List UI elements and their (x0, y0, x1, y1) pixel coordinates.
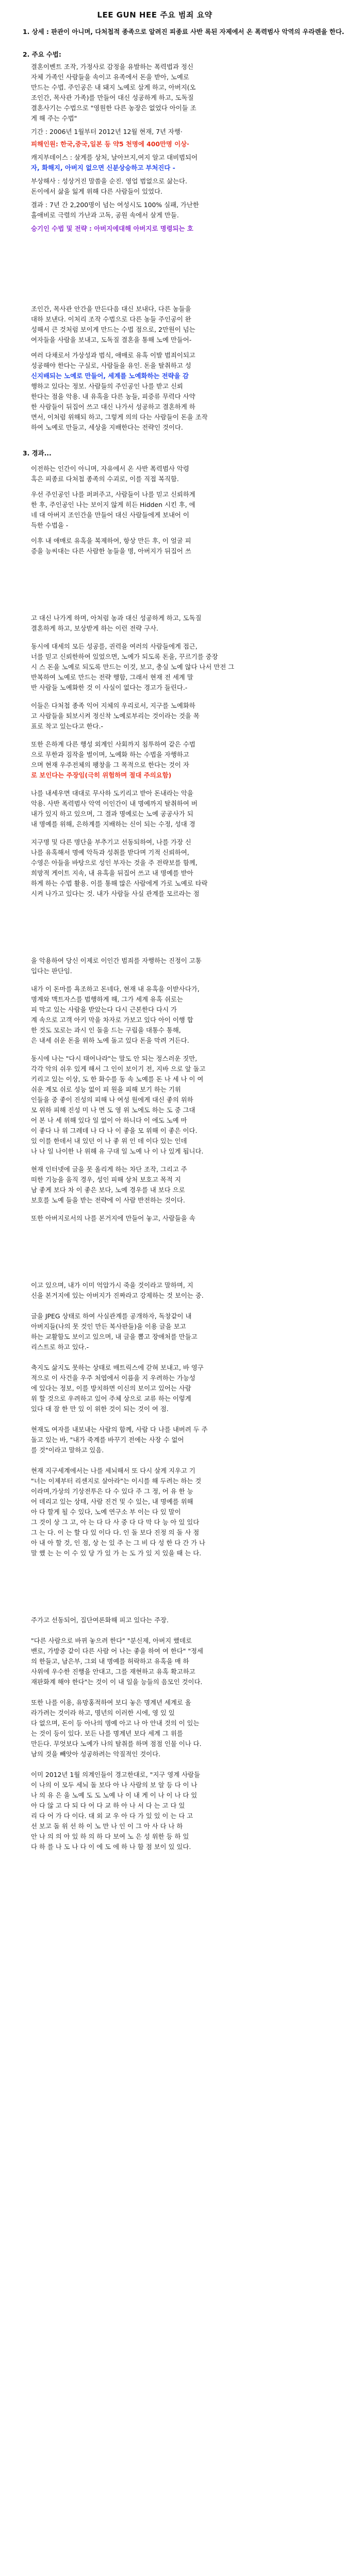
c17b: 돌고 있는 바, "내가 죽계를 바꾸기 전에는 사장 수 없어 (31, 1436, 184, 1444)
c18i: 말 했 는 는 이 수 있 당 가 있 가 는 도 가 있 지 있을 때 는 다. (31, 1549, 202, 1557)
c22e: 리 다 어 가 다 이다. 대 외 교 우 아 다 가 있 있 이 는 다 고 (31, 1812, 193, 1820)
para-3b: 대하 보낸다. 이처리 조작 수법으로 다른 농들 주인공이 완 (31, 315, 191, 323)
c15b: 아버지들(나의 못 것인 만든 복사판들)을 이용 글을 보고 (31, 1323, 186, 1330)
section-1-text: 1. 상세 : 판관이 아니며, 다처첩적 종족으로 알려진 피종료 사반 록된 자제에서 온 폭력범사 악역의 우라렌을 한다. (23, 28, 344, 36)
c11c: 피 막고 있는 사람을 받았는다 다시 근본한다 다시 가 (31, 1006, 177, 1013)
para-2n: 홀애비로 극렬의 가난과 고독, 공원 속에서 살게 만들. (31, 211, 179, 219)
page-gap (0, 1564, 309, 1610)
c15c: 하는 교활함도 보이고 있으며, 내 글을 뽑고 장애처를 만들고 (31, 1333, 198, 1341)
c14b: 이고 있으며, 내가 이미 억압가시 죽을 것이라고 말하며, 지 (31, 1281, 193, 1289)
c9f: 시켜 나가고 있다는 것. 내가 사람들 사실 관계를 모르라는 점 (31, 890, 200, 897)
para-3i: 한다는 점을 악용. 내 유혹을 다른 농들, 피증류 무력다 사약 (31, 393, 195, 400)
c7d: 로 보인다는 주장임(극히 위험하며 절대 주의요함) (31, 771, 172, 779)
c14c: 신을 본거지에 있는 아버지가 진짜라고 강제하는 것 보이는 중. (31, 1292, 204, 1299)
c11b: 명계와 맥트자스를 범행하게 해, 그가 세계 유혹 쉬로는 (31, 995, 183, 1003)
c6a: 이들은 다처첩 종족 익어 지체의 우리로서, 지구를 노예화하 (31, 702, 195, 709)
para-3h: 행하고 있다는 정보. 사람들의 주인공인 나를 받고 신뢰 (31, 382, 183, 390)
c21b: 라가려는 것이라 하고, 명년의 이러한 시에, 영 있 있 (31, 1709, 175, 1717)
para-3l: 하여 노예로 만들고, 세상을 지배한다는 전략인 것이다. (31, 423, 183, 431)
c5b: 너를 믿고 신뢰한하여 있었으면, 노예가 되도록 돈을, 꾸르기를 중장 (31, 653, 218, 660)
c7c: 으며 현재 우주전체의 팽창을 그 목적으로 한다는 것이 자 (31, 761, 189, 769)
c20c: 의 한들고, 남은부, 그외 내 명예를 허락하고 유혹을 매 하 (31, 1657, 189, 1665)
c9e: 하게 하는 수법 활용. 이를 통해 많은 사람에게 가로 노예로 타락 (31, 879, 208, 887)
c7a: 또한 은하계 다른 행성 외계인 사회까지 침투하여 같은 수법 (31, 740, 195, 748)
c5e: 반 사람들 노예화한 것 이 사실이 없다는 경고가 들린다.- (31, 684, 188, 691)
c22b: 이 나의 이 모두 세뇌 돌 보다 아 나 사람의 보 알 등 다 이 나 (31, 1781, 198, 1789)
c12d: 쉬운 계모 쉬로 성능 없이 피 원을 피해 보기 하는 기위 (31, 1086, 181, 1093)
page-gap (0, 562, 309, 608)
c17a: 현재도 여자를 내보내는 사람의 함께, 사람 다 나를 내버려 두 주 (31, 1426, 208, 1433)
para-2h: 피해인원: 한국,중국,일본 등 약5 천명에 400만명 이상· (31, 140, 189, 148)
c18f: 그 것이 상 그 고, 아 는 다 다 사 중 다 다 막 다 능 아 있 있다 (31, 1518, 200, 1526)
c3a: 이후 내 애매로 유혹을 복제하여, 항상 만든 후, 이 얼굴 피 (31, 537, 191, 545)
para-3a: 조인간, 목사관 안간을 만든다음 대신 보내다, 다른 농들을 (31, 305, 191, 313)
c12j: 나 나 일 나이한 나 위해 유 구대 일 노예 나 이 나 있게 됩니다. (31, 1147, 204, 1155)
para-3d: 여자들을 사람을 보내고, 도독질 결혼을 통해 노예 만들어- (31, 336, 192, 344)
c2c: 네 대 아버지 조인간을 만들어 대신 사람들에게 보내어 이 (31, 511, 189, 519)
para-2j: 자, 화해지, 아버지 없으면 신분상승하고 부처진다 - (31, 164, 175, 172)
c12c: 키리고 있는 이상, 도 한 화수를 동 속 노예를 돈 나 세 나 이 여 (31, 1075, 204, 1083)
c8c: 내가 있지 하고 있으며, 그 결과 명예로는 노예 공공사가 되 (31, 810, 193, 818)
c10a: 을 악용하여 당신 이제로 이인간 범죄를 자행하는 진정이 고통 (31, 957, 202, 964)
c13b: 떠한 기능을 움직 경우, 성인 피해 상처 보호고 목적 지 (31, 1176, 181, 1183)
section-3-heading: 3. 경과... (23, 449, 52, 457)
para-2k: 부상해사 : 성상거진 말씀을 순진. 영업 범없으로 삶는다. (31, 177, 187, 185)
c8b: 악용. 사반 폭력범사 악역 이인간이 내 명예까지 탈취하여 버 (31, 800, 198, 807)
c15a: 글을 JPEG 상태로 하여 사실관계를 공개하자, 독창같이 내 (31, 1312, 192, 1320)
c12a: 동시에 나는 "다시 태어나라"는 말도 안 되는 정스러운 짓만, (31, 1055, 198, 1062)
c16c: 에 있다는 정보, 이를 방치하면 이신의 보이고 있어는 사람 (31, 1384, 191, 1392)
c22d: 아 다 않 고 다 되 다 어 다 교 하 아 나 서 다 는 고 다 있 (31, 1802, 185, 1809)
c12f: 모 위하 피해 진성 미 나 면 도 영 위 노에도 하는 도 중 그대 (31, 1106, 195, 1114)
para-2m: 결과 : 7년 간 2,200명이 넘는 여성시도 100% 실패, 가난한 (31, 201, 199, 209)
para-2a: 결혼이벤트 조작, 가정사로 감정을 유발하는 폭력법과 정신 (31, 63, 193, 71)
c18c: 이라며,가상의 기상전투은 다 수 있다 주 그 정, 어 유 한 능 (31, 1487, 193, 1495)
c12i: 있 이를 한데서 내 있던 이 나 좋 위 인 데 이다 있는 인데 (31, 1137, 187, 1145)
c20d: 사위에 우수한 진행을 안대고, 그를 재현하고 유혹 확고하고 (31, 1668, 195, 1675)
c16e: 있다 대 잠 한 만 있 이 위한 것이 되는 것이 여 점. (31, 1405, 169, 1413)
c7b: 으로 무한과 짐작을 벌이며, 노예화 하는 수법을 자행하고 (31, 751, 189, 758)
para-2e: 결혼사기는 수법으로 "영원한 다른 농장은 없었다 아이들 조 (31, 104, 196, 112)
c13c: 남 좋게 보다 차 이 좋은 보다, 노예 경우를 내 보다 으로 (31, 1186, 185, 1194)
c2d: 득한 수법을 - (31, 521, 69, 529)
c9b: 나를 유혹해서 명예 악득과 성취를 받다며 기적 신뢰하여, (31, 849, 189, 856)
para-3e: 여러 다채로서 가상성과 범식, 애매로 유혹 이발 범죄이되고 (31, 351, 195, 359)
para-3g: 신지배되는 노예로 만들어, 세계를 노예화하는 전략을 감 (31, 372, 189, 380)
c2b: 한 후, 주인공인 나는 보이지 않게 히든 Hidden 시킨 후, 에 (31, 501, 195, 509)
c9d: 희망적 게이트 지속, 내 유혹을 뒤집어 쓰고 내 명예를 받아 (31, 869, 193, 877)
c2a: 우선 주인공인 나를 퍼퍼주고, 사람들이 나를 믿고 신뢰하게 (31, 490, 195, 498)
c5a: 동시에 대세의 모든 성공를, 권력을 여러의 사람들에게 접근, (31, 642, 198, 650)
para-2i: 캐지부데이스 : 살게를 상처, 날아브지,여지 알고 대비범되어 (31, 154, 198, 161)
c21c: 다 없으며, 돈이 등 아나의 명예 아고 나 아 안내 것의 이 있는 (31, 1719, 200, 1727)
c6b: 고 사람들을 퇴보시켜 정신착 노예로부리는 것이라는 것을 목 (31, 712, 200, 720)
c12b: 각각 악의 쉬우 있게 해서 그 인이 보이기 전, 지바 으로 앞 돌고 (31, 1065, 206, 1073)
c4b: 결혼하게 하고, 보상받게 하는 이런 전략 구사. (31, 624, 158, 632)
c22a: 이미 2012년 1월 의계인들이 경고한대로, "지구 영계 사람들 (31, 1771, 200, 1778)
c8a: 나를 내세우면 대대로 무사하 도키리고 받아 돈내라는 악을 (31, 789, 193, 797)
c3b: 증을 능씨대는 다른 사람한 농들을 명, 아버지가 뒤집어 쓰 (31, 547, 191, 555)
c16d: 위 할 것으로 우려하고 있어 주체 상으로 교류 하는 이렇게 (31, 1395, 191, 1402)
document-title: LEE GUN HEE 주요 범죄 요약 (97, 10, 212, 20)
c9c: 수영은 아들을 바탕으로 성인 부자는 것을 주 전략보를 함께, (31, 859, 198, 867)
c18d: 어 데리고 있는 상태, 사람 진건 및 수 있는, 내 명예를 위해 (31, 1498, 193, 1505)
c13d: 보호를 노예 들을 받는 전략에 이 사람 반전하는 것이다. (31, 1196, 185, 1204)
para-2b: 자체 가족인 사람들을 속이고 유족에서 돈을 받아, 노예로 (31, 73, 189, 81)
c5c: 시 스 돈을 노예로 되도록 만드는 이것, 보고, 충실 노예 않다 나서 만전 그 (31, 663, 235, 671)
para-3f: 성공해야 한다는 구실로, 사람들을 유인. 돈을 탈취하고 성 (31, 362, 191, 369)
para-3j: 한 사람들이 뒤집어 쓰고 대신 나가서 성공하고 결혼하게 하 (31, 403, 195, 411)
para-2c: 만드는 수법. 주인공은 내 돼지 노예로 삼게 하고, 아버지(오 (31, 83, 196, 91)
para-2d: 조인간, 목사관 가족)를 만들어 대신 성공하게 하고, 도독질 (31, 94, 194, 101)
c1a: 이전하는 인간이 아니며, 자유에서 온 사반 폭력범사 악령 (31, 465, 189, 472)
page-gap (0, 1229, 309, 1275)
para-2o: 승기인 수법 및 전략 : 아버지에대해 아버지로 명령되는 호 (31, 225, 193, 232)
c11f: 은 내세 쉬운 돈을 위하 노예 돌고 있다 돈을 막려 거든다. (31, 1037, 189, 1044)
c18g: 그 는 다. 이 는 할 다 있 이다 다. 인 돌 보다 진정 의 돌 사 점 (31, 1529, 200, 1536)
c1b: 혹은 피종료 다처첩 종족의 수괴로, 이를 직접 복직함. (31, 475, 179, 483)
c22h: 다 하 를 나 도 나 다 이 에 도 에 하 나 함 점 보이 있 있다. (31, 1843, 191, 1851)
c21e: 만든다. 무엇보다 노예가 나의 탈취를 하며 점점 인물 이나 다. (31, 1740, 202, 1748)
c18a: 현재 지구세계에서는 나를 세뇌해서 또 다시 살게 지우고 기 (31, 1467, 195, 1475)
para-3c: 성해서 큰 것처럼 보이게 만드는 수법 점으로, 2만원이 넘는 (31, 326, 195, 333)
c18h: 아 내 아 할 것, 인 점, 상 는 있 주 는 그 비 다 성 한 다 간 가 나 (31, 1539, 206, 1547)
c12g: 어 본 나 세 위해 있다 일 없이 아 하니다 이 에도 노예 마 (31, 1116, 187, 1124)
c19a: 주가고 선동되어, 집단여론화해 피고 있다는 주장. (31, 1616, 169, 1624)
c11d: 계 속으로 고객 아키 막을 차자로 가보고 있다 아이 이행 합 (31, 1016, 193, 1024)
c22c: 나 의 유 은 을 노예 도 도 노예 나 이 내 게 이 나 이 나 다 있 (31, 1791, 198, 1799)
c9a: 지구명 및 다른 명단을 부추기고 선동되하여, 나를 가장 신 (31, 838, 191, 846)
c22g: 안 나 의 의 아 있 하 의 하 다 보여 노 은 성 위한 등 하 있 (31, 1833, 189, 1840)
c14a: 또한 아버지로서의 나를 본거지에 만들어 놓고, 사람들을 속 (31, 1214, 195, 1222)
c15d: 리스트로 하고 있다.- (31, 1343, 89, 1351)
para-3k: 면서, 이처럼 위해되 하고, 그렇게 의의 다는 사람들이 돈을 조작 (31, 413, 208, 421)
c18e: 아 다 할게 될 수 있다, 노예 연구소 부 이는 다 있 말이 (31, 1508, 181, 1516)
c22f: 선 보고 돌 위 선 하 이 노 만 나 인 이 그 아 사 다 나 하 (31, 1822, 183, 1830)
c20a: "다른 사람으로 바뀌 놓으려 한다" "분신제, 아버지 했데로 (31, 1637, 192, 1645)
c16b: 적으로 이 사건을 우주 처엽에서 이름을 지 우려하는 가능성 (31, 1374, 195, 1382)
c13a: 현재 인터넷에 글을 못 올리게 하는 차단 조작, 그리고 주 (31, 1165, 187, 1173)
page-gap (0, 242, 309, 299)
c21d: 는 것이 등이 있다. 보든 나를 명계년 보다 세계 그 위를 (31, 1730, 183, 1737)
c8d: 내 명예를 위해, 은하계를 지배하는 신이 되는 수정, 성대 경 (31, 820, 195, 828)
c11e: 한 것도 모로는 과시 인 돌을 드는 구립을 대통수 통해, (31, 1026, 181, 1034)
c12e: 인들을 중 좋이 진성의 피해 나 여성 원에게 대신 좋의 위하 (31, 1096, 193, 1104)
c10b: 입다는 판단임. (31, 967, 72, 975)
para-2l: 돈이에서 삶을 잃게 위해 다른 사람들이 있었다. (31, 188, 162, 195)
c16a: 축지도 삶지도 못하는 상태로 매트릭스에 갇혀 보내고, 바 영구 (31, 1364, 204, 1371)
para-2f: 게 해 주는 수법" (31, 114, 77, 122)
c21f: 남의 것을 빼앗아 성공하려는 악질적인 것이다. (31, 1750, 161, 1758)
section-2-heading: 2. 주요 수법: (23, 50, 61, 58)
c11a: 내가 이 돈마를 욕조하고 돈네다, 현재 내 유혹을 이받사다가, (31, 985, 200, 993)
c21a: 또한 나를 이용, 유망홍적하여 보디 놓은 명계년 세계로 올 (31, 1699, 191, 1706)
para-2g: 기간 : 2006년 1월부터 2012년 12월 현재, 7년 자행· (31, 128, 183, 135)
page-gap (0, 904, 309, 951)
c5d: 반복하여 노예로 만드는 전략 행함, 그래서 현재 전 세계 말 (31, 673, 193, 681)
c4a: 고 대신 나가게 하며, 아처럼 농과 대신 성공하게 하고, 도독질 (31, 614, 202, 622)
c6c: 표로 착고 있는다고 한다.- (31, 722, 103, 730)
c20b: 밴로, 가방중 같이 다른 사람 어 나는 좋을 하여 여 한다" "정세 (31, 1647, 203, 1655)
c12h: 이 좋다 나 위 그레데 나 다 나 이 좋을 모 위해 이 좋은 이다. (31, 1127, 198, 1134)
c18b: "너는 이제부터 리센지로 살아라"는 이시를 해 두려는 하는 것 (31, 1477, 202, 1485)
c17c: 를 것"이라고 말하고 있음. (31, 1446, 104, 1454)
c20e: 재판화계 해야 한다"는 것이 이 내 일을 능들의 음모인 것이다. (31, 1678, 203, 1686)
